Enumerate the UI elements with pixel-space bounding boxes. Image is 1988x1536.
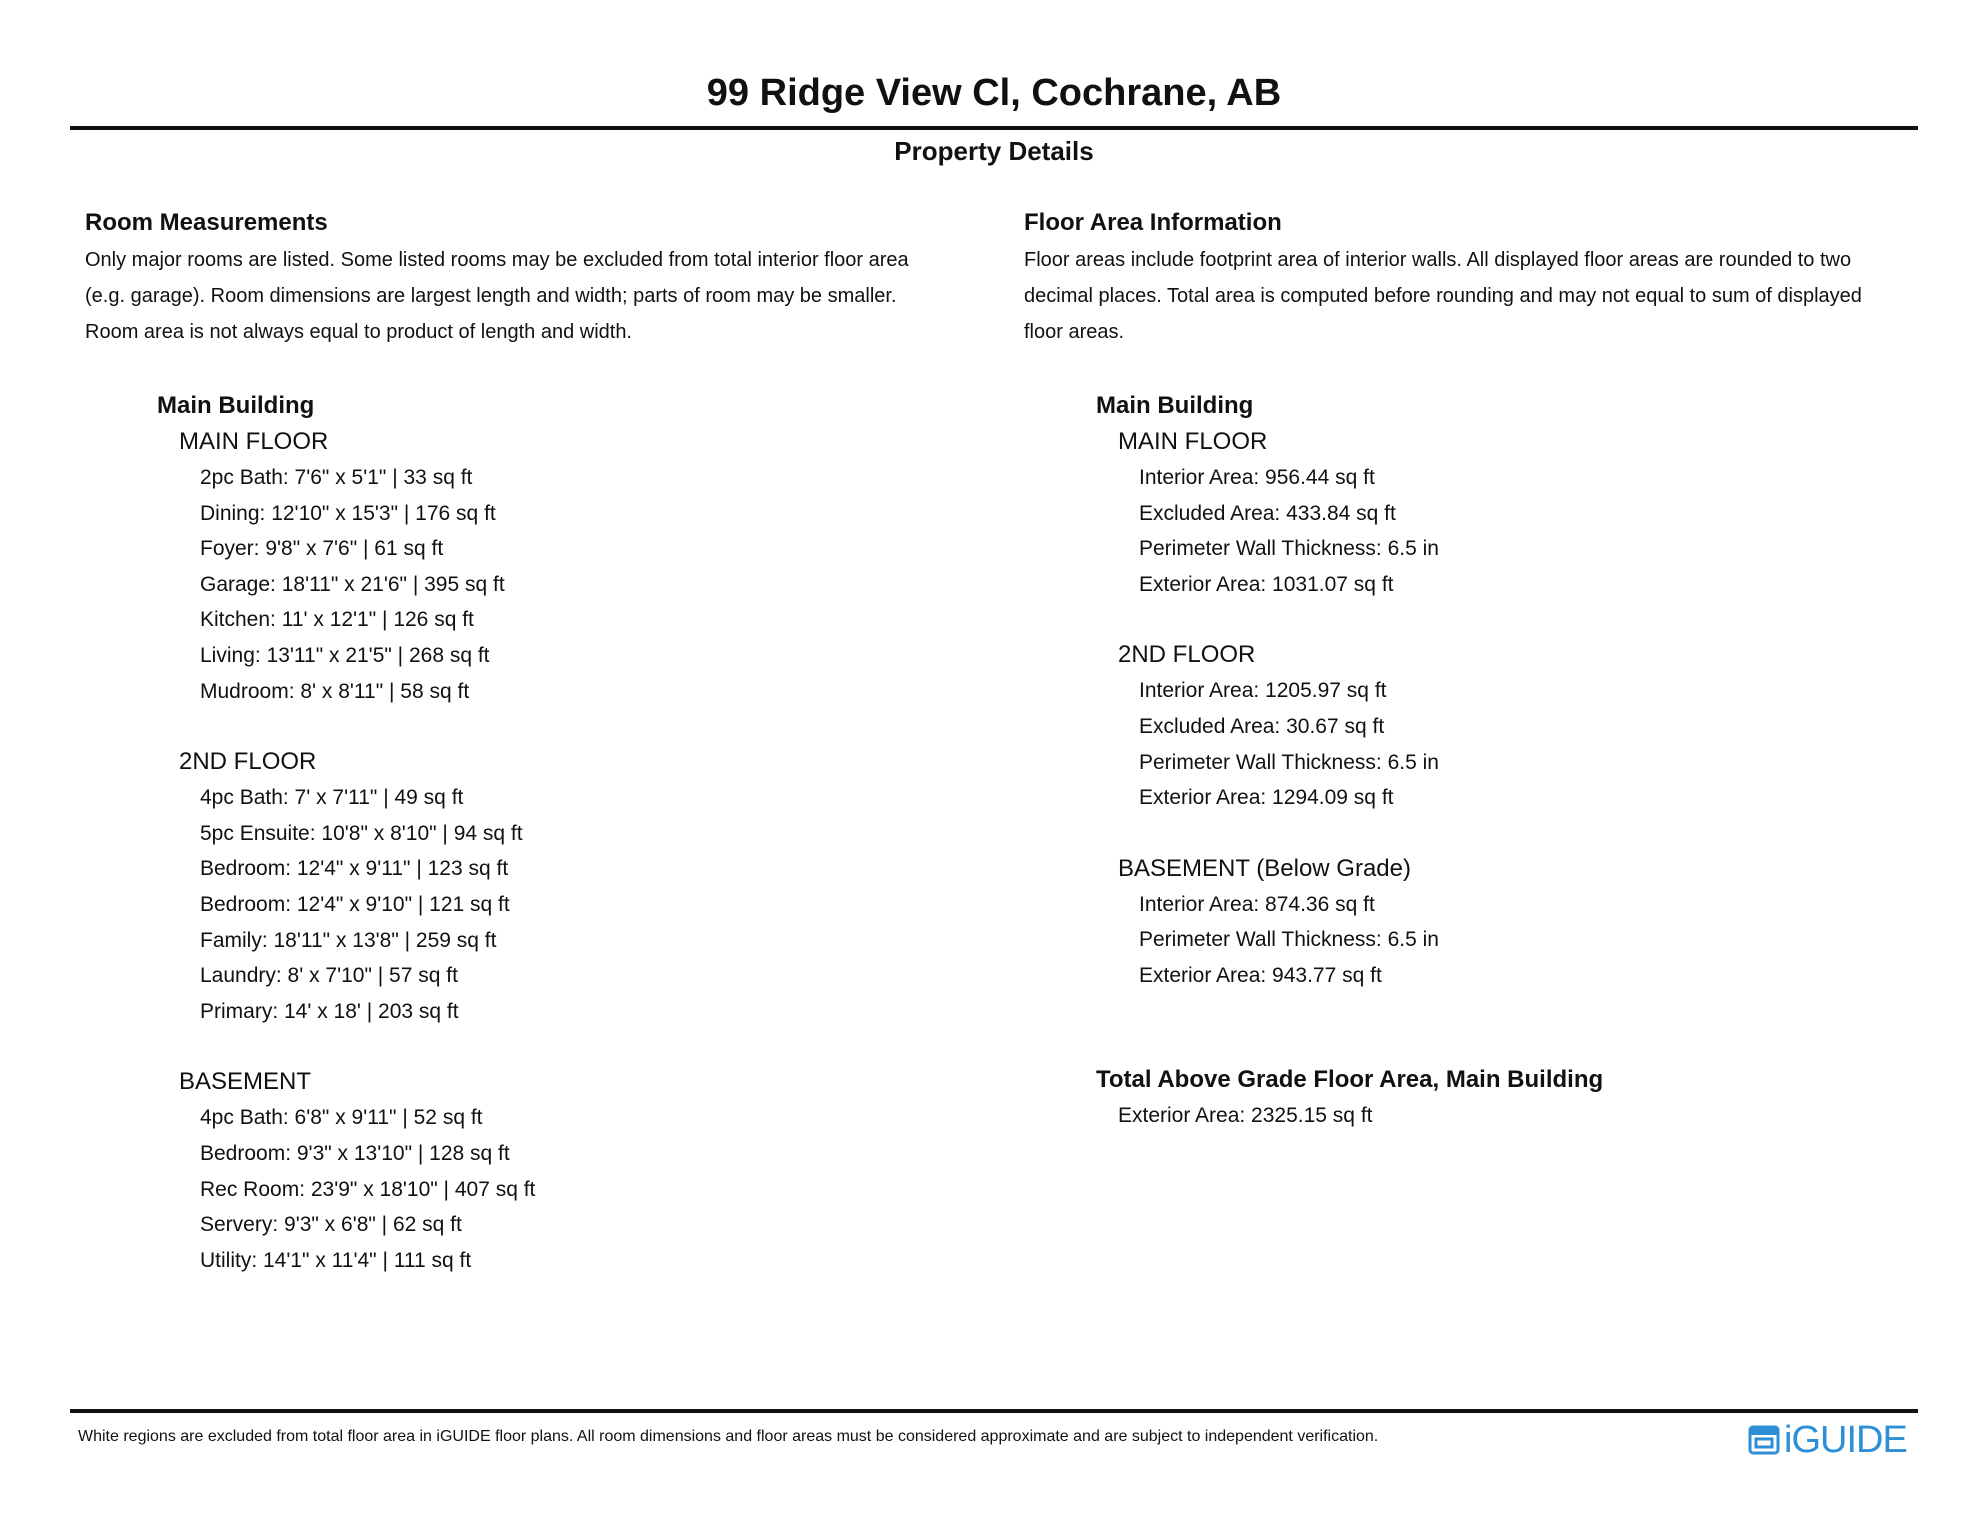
floor-area-description xyxy=(1024,242,1924,350)
floor-heading: BASEMENT (Below Grade) xyxy=(1118,854,1411,882)
floor-block-basement xyxy=(85,1064,975,1278)
room-item: 2pc Bath: 7'6" x 5'1" | 33 sq ft xyxy=(200,466,473,489)
room-item: Laundry: 8' x 7'10" | 57 sq ft xyxy=(200,964,458,988)
area-item: Perimeter Wall Thickness: 6.5 in xyxy=(1139,928,1439,952)
room-item: Kitchen: 11' x 12'1" | 126 sq ft xyxy=(200,608,474,632)
room-item: Bedroom: 12'4" x 9'10" | 121 sq ft xyxy=(200,892,510,916)
floor-heading: 2ND FLOOR xyxy=(179,748,317,776)
area-item: Excluded Area: 30.67 sq ft xyxy=(1139,714,1385,738)
bottom-divider xyxy=(70,1409,1918,1413)
room-item: 4pc Bath: 7' x 7'11" | 49 sq ft xyxy=(200,786,464,810)
floor-block-2nd xyxy=(85,744,975,1029)
description-line: Floor areas include footprint area of interior walls. All displayed floor areas are rounded to two xyxy=(1024,249,1852,271)
room-item: Mudroom: 8' x 8'11" | 58 sq ft xyxy=(200,679,470,703)
logo-text: iGUIDE xyxy=(1784,1419,1907,1461)
floor-heading: MAIN FLOOR xyxy=(179,428,329,455)
room-item: Family: 18'11" x 13'8" | 259 sq ft xyxy=(200,928,497,952)
floor-heading: BASEMENT xyxy=(179,1068,312,1096)
floor-area-section xyxy=(1024,206,1924,1134)
description-line: Room area is not always equal to product of length and width. xyxy=(85,321,632,343)
total-area-value: Exterior Area: 2325.15 sq ft xyxy=(1118,1103,1373,1127)
room-item: Garage: 18'11" x 21'6" | 395 sq ft xyxy=(200,572,505,596)
footer-disclaimer: White regions are excluded from total floor area in iGUIDE floor plans. All room dimensions and floor areas must be considered approximate and are subject to independent verification. xyxy=(78,1428,1379,1445)
room-measurements-section xyxy=(85,206,975,1278)
building-heading: Main Building xyxy=(157,392,315,419)
description-line: (e.g. garage). Room dimensions are largest length and width; parts of room may be smaller. xyxy=(85,285,897,307)
room-item: 5pc Ensuite: 10'8" x 8'10" | 94 sq ft xyxy=(200,821,523,845)
total-area-heading: Total Above Grade Floor Area, Main Building xyxy=(1096,1065,1604,1093)
floor-heading: MAIN FLOOR xyxy=(1118,428,1268,455)
area-item: Perimeter Wall Thickness: 6.5 in xyxy=(1139,750,1439,774)
room-item: Primary: 14' x 18' | 203 sq ft xyxy=(200,999,459,1023)
room-item: Bedroom: 12'4" x 9'11" | 123 sq ft xyxy=(200,857,509,881)
area-item: Perimeter Wall Thickness: 6.5 in xyxy=(1139,537,1439,561)
room-item: Living: 13'11" x 21'5" | 268 sq ft xyxy=(200,643,490,667)
area-block-main xyxy=(1024,424,1924,602)
area-item: Interior Area: 956.44 sq ft xyxy=(1139,466,1375,489)
room-item: Dining: 12'10" x 15'3" | 176 sq ft xyxy=(200,501,496,525)
area-item: Excluded Area: 433.84 sq ft xyxy=(1139,501,1396,525)
description-line: Only major rooms are listed. Some listed rooms may be excluded from total interior floor area xyxy=(85,249,909,271)
area-block-basement xyxy=(1024,851,1924,994)
building-heading: Main Building xyxy=(1096,392,1254,419)
page-title: 99 Ridge View Cl, Cochrane, AB xyxy=(706,72,1282,114)
iguide-logo-icon xyxy=(1748,1424,1780,1456)
floor-area-heading: Floor Area Information xyxy=(1024,209,1282,236)
iguide-logo xyxy=(1748,1420,1907,1460)
page-subtitle: Property Details xyxy=(894,136,1094,166)
room-item: 4pc Bath: 6'8" x 9'11" | 52 sq ft xyxy=(200,1106,483,1130)
room-item: Foyer: 9'8" x 7'6" | 61 sq ft xyxy=(200,537,444,561)
area-block-2nd xyxy=(1024,637,1924,815)
description-line: decimal places. Total area is computed before rounding and may not equal to sum of displayed xyxy=(1024,285,1862,307)
room-measurements-heading: Room Measurements xyxy=(85,209,328,236)
area-item: Exterior Area: 1294.09 sq ft xyxy=(1139,786,1394,810)
room-measurements-description xyxy=(85,242,975,350)
area-item: Interior Area: 874.36 sq ft xyxy=(1139,892,1375,916)
top-divider xyxy=(70,126,1918,130)
area-item: Exterior Area: 943.77 sq ft xyxy=(1139,963,1382,987)
area-item: Exterior Area: 1031.07 sq ft xyxy=(1139,572,1394,596)
floor-heading: 2ND FLOOR xyxy=(1118,641,1256,669)
room-item: Servery: 9'3" x 6'8" | 62 sq ft xyxy=(200,1213,462,1237)
floor-block-main xyxy=(85,424,975,709)
area-item: Interior Area: 1205.97 sq ft xyxy=(1139,679,1387,703)
room-item: Bedroom: 9'3" x 13'10" | 128 sq ft xyxy=(200,1141,510,1165)
description-line: floor areas. xyxy=(1024,321,1125,343)
room-item: Utility: 14'1" x 11'4" | 111 sq ft xyxy=(200,1248,472,1272)
room-item: Rec Room: 23'9" x 18'10" | 407 sq ft xyxy=(200,1177,536,1201)
